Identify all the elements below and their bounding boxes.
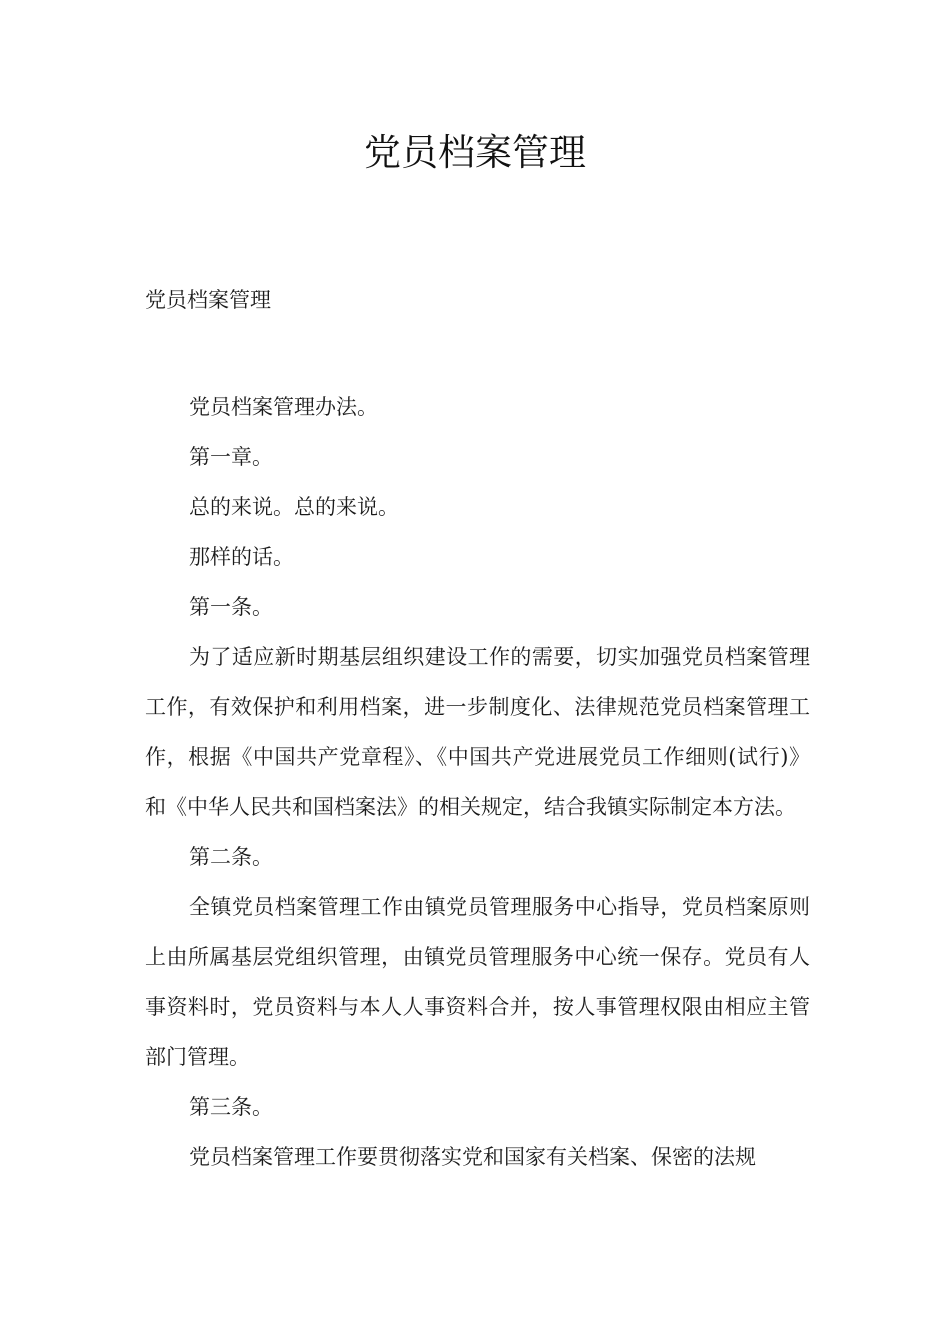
paragraph-1: 党员档案管理办法。: [189, 395, 378, 419]
paragraph-8: 全镇党员档案管理工作由镇党员管理服务中心指导，党员档案原则上由所属基层党组织管理，由镇党员管理服务中心统一保存。党员有人事资料时，党员资料与本人人事资料合并，按人事管理权限由相应主管部门管理。: [145, 895, 810, 1069]
paragraph-2: 第一章。: [189, 445, 273, 469]
document-body: [145, 382, 810, 1182]
paragraph-9: 第三条。: [189, 1095, 273, 1119]
paragraph-5: 第一条。: [189, 595, 273, 619]
paragraph-4: 那样的话。: [189, 545, 294, 569]
paragraph-6: 为了适应新时期基层组织建设工作的需要，切实加强党员档案管理工作，有效保护和利用档案，进一步制度化、法律规范党员档案管理工作，根据《中国共产党章程》、《中国共产党进展党员工作细则(试行)》和《中华人民共和国档案法》的相关规定，结合我镇实际制定本方法。: [145, 645, 810, 819]
paragraph-7: 第二条。: [189, 845, 273, 869]
document-title: 党员档案管理: [364, 131, 586, 174]
paragraph-3: 总的来说。总的来说。: [189, 495, 399, 519]
paragraph-10: 党员档案管理工作要贯彻落实党和国家有关档案、保密的法规: [189, 1145, 756, 1169]
document-subtitle: 党员档案管理: [145, 288, 271, 312]
